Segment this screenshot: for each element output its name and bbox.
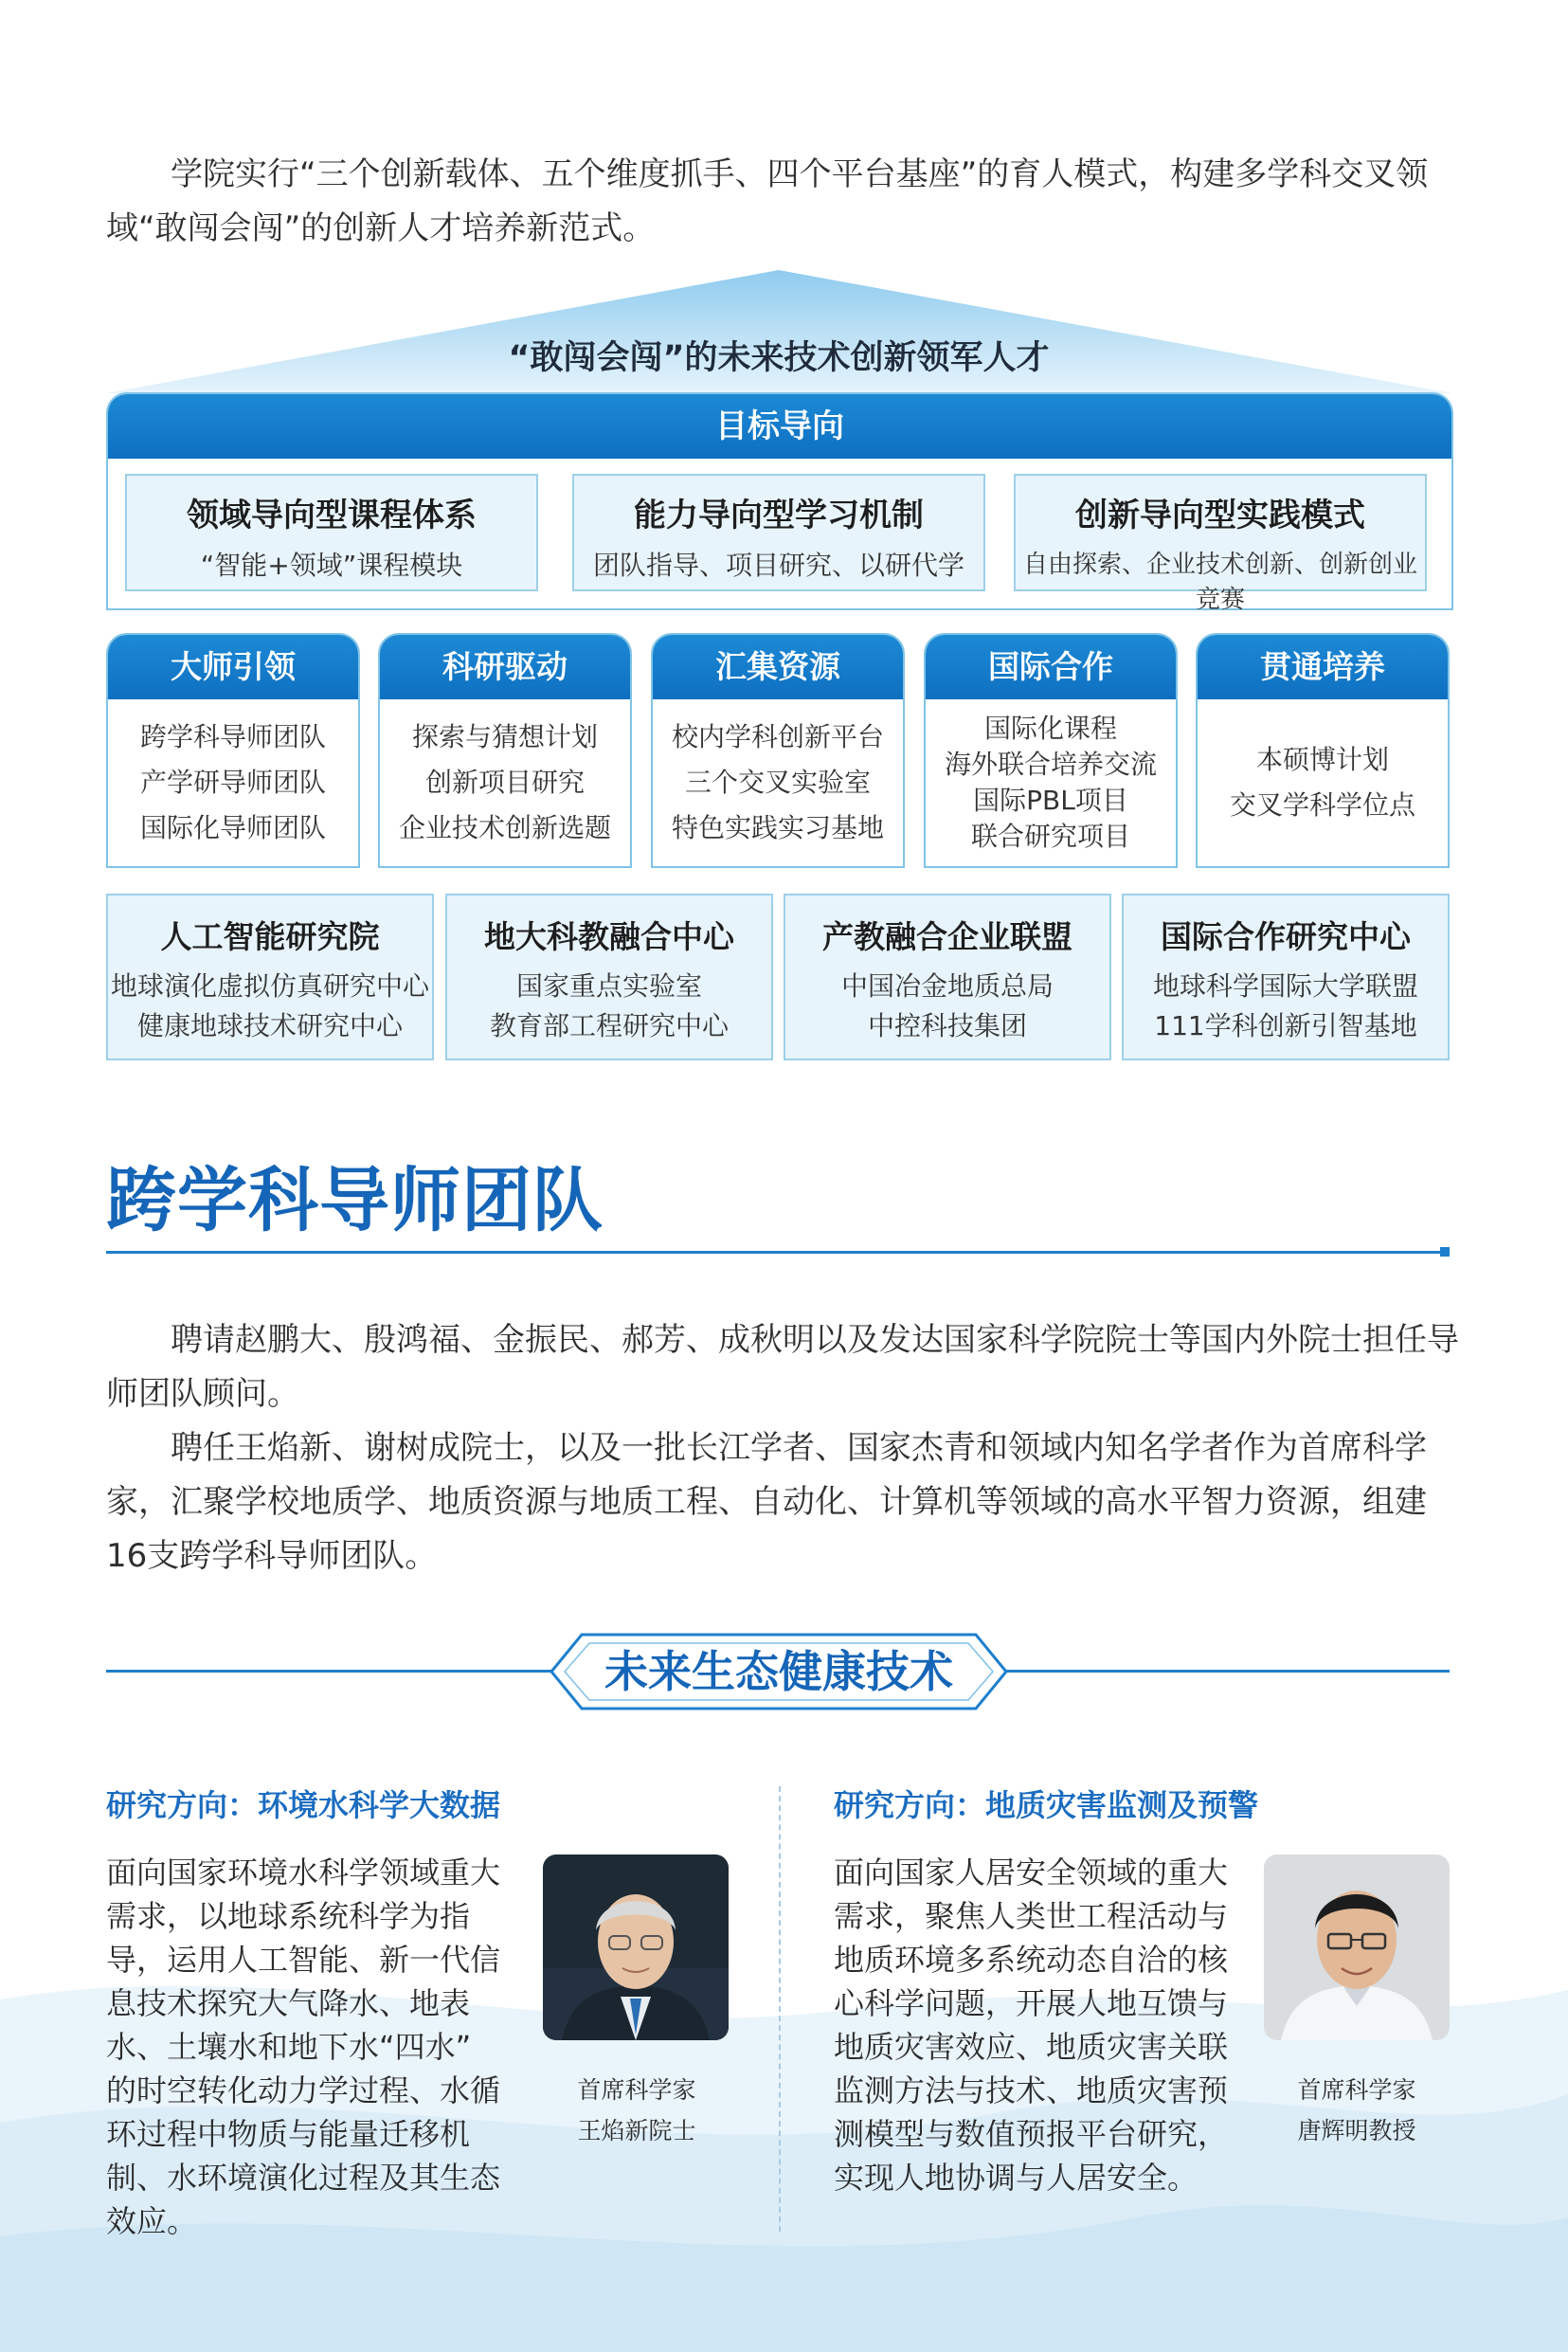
section-p1-line1: 聘请赵鹏大、殷鸿福、金振民、郝芳、成秋明以及发达国家科学院院士等国内外院士担任导: [171, 1321, 1459, 1359]
pillar-title: 国际合作: [926, 635, 1176, 699]
base-line: 中控科技集团: [867, 1010, 1027, 1041]
base-line: 中国冶金地质总局: [840, 970, 1054, 1002]
right-research-direction: 研究方向：地质灾害监测及预警: [834, 1787, 1259, 1823]
section-divider: [106, 1251, 1450, 1254]
section-p2-line3: 16支跨学科导师团队。: [106, 1537, 438, 1575]
base-line: 健康地球技术研究中心: [136, 1010, 403, 1041]
goal-title: 创新导向型实践模式: [1075, 497, 1365, 534]
pillar-box: [378, 633, 632, 868]
goal-title: 能力导向型学习机制: [634, 497, 924, 534]
intro-line-1: 学院实行“三个创新载体、五个维度抓手、四个平台基座”的育人模式，构建多学科交叉领: [171, 155, 1429, 193]
base-line: 国家重点实验室: [515, 970, 702, 1002]
section-divider-end-square: [1440, 1247, 1450, 1257]
topic-line-right: [1006, 1670, 1450, 1673]
right-description: [834, 1851, 1260, 2199]
base-title: 人工智能研究院: [160, 918, 380, 955]
pillar-title: 科研驱动: [380, 635, 630, 699]
right-desc-line: 地质灾害效应、地质灾害关联: [834, 2029, 1229, 2065]
pillar-item: 国际化导师团队: [139, 812, 326, 843]
left-desc-line: 的时空转化动力学过程、水循: [106, 2072, 501, 2108]
platform-base-box: [1122, 894, 1450, 1060]
pillar-box: [924, 633, 1178, 868]
pillar-item: 企业技术创新选题: [398, 812, 611, 843]
pillar-title: 汇集资源: [653, 635, 903, 699]
left-desc-line: 效应。: [106, 2203, 198, 2239]
right-desc-line: 实现人地协调与人居安全。: [834, 2160, 1199, 2196]
pillar-item: 联合研究项目: [970, 821, 1130, 852]
base-line: 地球科学国际大学联盟: [1152, 970, 1418, 1002]
goal-subtitle: 团队指导、项目研究、以研代学: [592, 550, 964, 581]
topic-title: 未来生态健康技术: [604, 1646, 953, 1697]
pillar-item: 特色实践实习基地: [671, 812, 884, 843]
portrait-photo-right: [1264, 1854, 1450, 2040]
pillar-box: [1196, 633, 1450, 868]
left-caption: [532, 2070, 741, 2151]
section-p2-line1: 聘任王焰新、谢树成院士，以及一批长江学者、国家杰青和领域内知名学者作为首席科学: [171, 1429, 1427, 1467]
pillar-item: 产学研导师团队: [139, 767, 326, 798]
pillar-box: [651, 633, 905, 868]
left-desc-line: 面向国家环境水科学领域重大: [106, 1854, 501, 1891]
pillar-item: 海外联合培养交流: [944, 749, 1157, 780]
left-desc-line: 制、水环境演化过程及其生态: [106, 2160, 501, 2196]
pillar-item: 国际化课程: [983, 713, 1117, 744]
left-desc-line: 环过程中物质与能量迁移机: [106, 2116, 471, 2152]
right-desc-line: 需求，聚焦人类世工程活动与: [834, 1898, 1229, 1934]
left-desc-line: 水、土壤水和地下水“四水”: [106, 2029, 472, 2065]
right-desc-line: 面向国家人居安全领域的重大: [834, 1854, 1229, 1891]
pillar-item: 校内学科创新平台: [671, 721, 884, 752]
topic-line-left: [106, 1670, 551, 1673]
pillar-item: 探索与猜想计划: [411, 721, 598, 752]
goal-item: [125, 474, 538, 591]
left-desc-line: 导，运用人工智能、新一代信: [106, 1942, 501, 1978]
left-description: [106, 1851, 532, 2243]
base-line: 地球演化虚拟仿真研究中心: [110, 970, 429, 1002]
right-caption-name: 唐辉明教授: [1297, 2117, 1416, 2144]
left-caption-name: 王焰新院士: [577, 2117, 696, 2144]
left-research-direction: 研究方向：环境水科学大数据: [106, 1787, 501, 1823]
right-desc-line: 地质环境多系统动态自洽的核: [834, 1942, 1229, 1978]
right-caption: [1253, 2070, 1461, 2151]
goal-subtitle: 自由探索、企业技术创新、创新创业竞赛: [1022, 551, 1417, 614]
section-title: 跨学科导师团队: [106, 1160, 604, 1241]
pillar-item: 国际PBL项目: [973, 785, 1128, 816]
pillar-item: 本硕博计划: [1255, 744, 1389, 775]
right-desc-line: 心科学问题，开展人地互馈与: [834, 1985, 1229, 2021]
platform-base-box: [784, 894, 1111, 1060]
section-p2-line2: 家，汇聚学校地质学、地质资源与地质工程、自动化、计算机等领域的高水平智力资源，组建: [106, 1483, 1427, 1521]
platform-base-box: [106, 894, 434, 1060]
goal-header: 目标导向: [108, 394, 1451, 459]
right-desc-line: 监测方法与技术、地质灾害预: [834, 2072, 1229, 2108]
goal-orientation-box: [106, 392, 1453, 614]
pillar-title: 贯通培养: [1198, 635, 1448, 699]
left-desc-line: 需求，以地球系统科学为指: [106, 1898, 471, 1934]
intro-line-2: 域“敢闯会闯”的创新人才培养新范式。: [106, 209, 656, 247]
pillar-item: 三个交叉实验室: [684, 767, 871, 798]
pillar-item: 创新项目研究: [424, 767, 585, 798]
roof-title: “敢闯会闯”的未来技术创新领军人才: [508, 339, 1050, 377]
base-title: 产教融合企业联盟: [822, 918, 1072, 955]
portrait-photo-left: [543, 1854, 729, 2040]
column-divider: [779, 1786, 781, 2232]
pillar-title: 大师引领: [108, 635, 358, 699]
goal-title: 领域导向型课程体系: [187, 497, 477, 534]
pillar-item: 跨学科导师团队: [139, 721, 326, 752]
base-line: 教育部工程研究中心: [489, 1010, 729, 1041]
section-p1-line2: 师团队顾问。: [106, 1375, 299, 1413]
goal-subtitle: “智能+领域”课程模块: [200, 550, 463, 581]
left-caption-role: 首席科学家: [577, 2076, 696, 2104]
base-title: 国际合作研究中心: [1161, 918, 1411, 955]
pillar-item: 交叉学科学位点: [1229, 789, 1415, 821]
right-caption-role: 首席科学家: [1297, 2076, 1416, 2104]
base-line: 111学科创新引智基地: [1154, 1010, 1417, 1041]
left-desc-line: 息技术探究大气降水、地表: [106, 1985, 471, 2021]
platform-base-box: [445, 894, 773, 1060]
base-title: 地大科教融合中心: [484, 918, 734, 955]
pillar-box: [106, 633, 360, 868]
right-desc-line: 测模型与数值预报平台研究，: [834, 2116, 1229, 2152]
goal-item: [1014, 474, 1427, 614]
goal-item: [572, 474, 985, 591]
